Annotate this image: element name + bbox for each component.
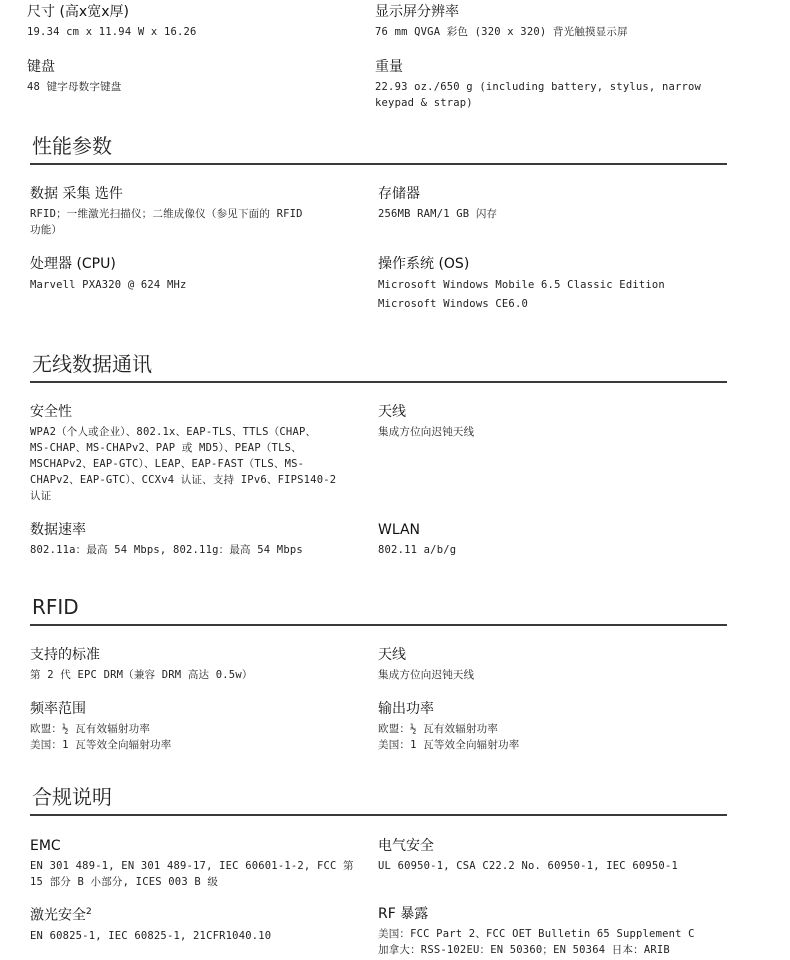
spec-value: 19.34 cm x 11.94 W x 16.26 xyxy=(27,26,197,38)
spec-value: 76 mm QVGA 彩色 (320 x 320) 背光触摸显示屏 xyxy=(375,26,628,38)
spec-label: 天线 xyxy=(378,647,406,663)
spec-label: WLAN xyxy=(378,522,421,538)
spec-size xyxy=(27,4,347,40)
spec-wlan xyxy=(378,522,698,558)
spec-value: 集成方位向迟钝天线 xyxy=(378,669,475,681)
spec-label: 处理器 (CPU) xyxy=(30,256,116,272)
spec-capture xyxy=(30,186,350,238)
spec-rfid-power xyxy=(378,701,698,753)
spec-label: 频率范围 xyxy=(30,701,86,717)
spec-label: 支持的标准 xyxy=(30,647,100,663)
spec-laser-safety xyxy=(30,904,350,944)
spec-value: 48 键字母数字键盘 xyxy=(27,81,122,93)
spec-label: 尺寸 (高x宽x厚) xyxy=(27,4,129,20)
spec-label: 安全性 xyxy=(30,404,72,420)
spec-value: WPA2（个人或企业）、802.1x、EAP-TLS、TTLS（CHAP、 MS-CHAP、MS-CHAPv2、PAP 或 MD5）、PEAP（TLS、 MSCHAPv2、EAP-GTC）、LEAP、EAP-FAST（TLS、MS- CHAPv2、EAP-GTC）、CCXv4 认证、支持 IPv6、FIPS140-2 认证 xyxy=(30,426,337,502)
spec-value: 美国：FCC Part 2、FCC OET Bulletin 65 Supplement C 加拿大：RSS-102EU：EN 50360；EN 50364 日本：ARIB xyxy=(378,928,695,956)
spec-value: 集成方位向迟钝天线 xyxy=(378,426,475,438)
spec-label: 数据速率 xyxy=(30,522,86,538)
spec-label: 显示屏分辨率 xyxy=(375,4,459,20)
spec-label: 数据 采集 选件 xyxy=(30,186,123,202)
spec-data-rate xyxy=(30,522,350,558)
spec-value: 欧盟：½ 瓦有效辐射功率 美国：1 瓦等效全向辐射功率 xyxy=(30,723,172,751)
spec-label-text: 激光安全 xyxy=(30,907,86,924)
spec-wireless-antenna xyxy=(378,404,698,440)
spec-value: 第 2 代 EPC DRM（兼容 DRM 高达 0.5w） xyxy=(30,669,253,681)
spec-rfid-frequency xyxy=(30,701,350,753)
spec-value: EN 60825-1, IEC 60825-1, 21CFR1040.10 xyxy=(30,929,272,942)
spec-value: Microsoft Windows Mobile 6.5 Classic Edition Microsoft Windows CE6.0 xyxy=(378,279,665,310)
section-divider xyxy=(30,163,727,165)
spec-cpu xyxy=(30,256,350,295)
section-title-performance: 性能参数 xyxy=(32,134,112,158)
spec-display xyxy=(375,4,735,40)
section-title-compliance: 合规说明 xyxy=(32,785,112,809)
spec-electrical-safety xyxy=(378,838,698,874)
spec-rf-exposure xyxy=(378,906,758,958)
spec-keyboard xyxy=(27,59,347,95)
footnote-marker: 2 xyxy=(86,907,92,917)
spec-value: 802.11 a/b/g xyxy=(378,544,457,556)
spec-value: EN 301 489-1, EN 301 489-17, IEC 60601-1-2, FCC 第 15 部分 B 小部分, ICES 003 B 级 xyxy=(30,860,354,888)
spec-value: 802.11a：最高 54 Mbps, 802.11g：最高 54 Mbps xyxy=(30,544,303,556)
section-divider xyxy=(30,381,727,383)
spec-value: 欧盟：½ 瓦有效辐射功率 美国：1 瓦等效全向辐射功率 xyxy=(378,723,520,751)
spec-label: 输出功率 xyxy=(378,701,434,717)
section-divider xyxy=(30,624,727,626)
spec-label: EMC xyxy=(30,838,61,854)
spec-label: 存储器 xyxy=(378,186,420,202)
section-title-rfid: RFID xyxy=(32,595,79,619)
spec-label: 电气安全 xyxy=(378,838,434,854)
spec-weight xyxy=(375,59,735,111)
spec-label: RF 暴露 xyxy=(378,906,429,922)
spec-rfid-standard xyxy=(30,647,350,683)
spec-label: 操作系统 (OS) xyxy=(378,256,470,272)
spec-label: 重量 xyxy=(375,59,403,75)
spec-emc xyxy=(30,838,360,890)
spec-value: 256MB RAM/1 GB 闪存 xyxy=(378,208,498,220)
spec-rfid-antenna xyxy=(378,647,698,683)
spec-security xyxy=(30,404,360,504)
spec-label: 天线 xyxy=(378,404,406,420)
section-title-wireless: 无线数据通讯 xyxy=(32,352,152,376)
spec-label xyxy=(30,904,350,925)
spec-os xyxy=(378,256,738,314)
spec-memory xyxy=(378,186,698,222)
spec-value: RFID；一维激光扫描仪；二维成像仪（参见下面的 RFID 功能） xyxy=(30,208,303,236)
section-divider xyxy=(30,814,727,816)
spec-value: UL 60950-1, CSA C22.2 No. 60950-1, IEC 60950-1 xyxy=(378,860,678,872)
spec-value: Marvell PXA320 @ 624 MHz xyxy=(30,279,187,291)
spec-label: 键盘 xyxy=(27,59,55,75)
spec-value: 22.93 oz./650 g (including battery, stylus, narrow keypad & strap) xyxy=(375,81,702,109)
